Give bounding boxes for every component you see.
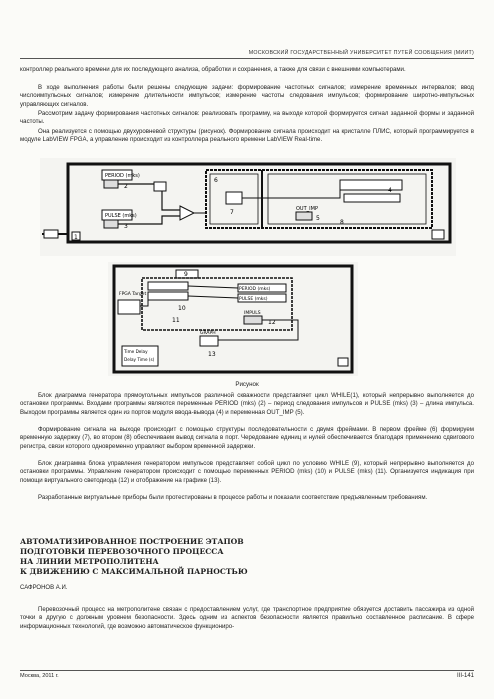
pulse-control-label: PULSE (mks): [105, 213, 137, 219]
description-paragraph-4: Разработанные виртуальные приборы были протестированы в процессе работы и показали соответствие предъявленным требованиям.: [38, 494, 428, 501]
article-title: [20, 537, 474, 577]
pulse-indicator-label: PULSE (mks): [239, 297, 268, 302]
intro-paragraph-1: контроллер реального времени для их последующего анализа, обработки и сохранения, а также для связи с внешними компьютерами.: [20, 66, 406, 73]
intro-paragraph-4: Она реализуется с помощью двухуровневой структуры (рисунок). Формирование сигнала происходит на кристалле ПЛИС, который программируется в модуле LabVIEW FPGA, а управление происходит из контроллера реального времени LabVIEW Real-time.: [20, 128, 474, 144]
label-8: 8: [340, 219, 344, 226]
article-title-line-3: НА ЛИНИИ МЕТРОПОЛИТЕНА: [20, 557, 159, 566]
article-author: САФРОНОВ А.И.: [20, 585, 68, 591]
description-paragraph-2: Формирование сигнала на выходе происходит с помощью структуры последовательности с двумя фреймами. В первом фрейме (6) формируем временную задержку (7), во втором (8) обеспечиваем вывод сигнала в порт. Чередование единиц и нулей обеспечивается благодаря применению сдвигового регистра, связи которого одновременно управляют выбором временной задержки.: [20, 426, 474, 450]
article-abstract: Перевозочный процесс на метрополитене связан с предоставлением услуг, где транспортное предприятие обязуется доставить пассажира из одной точки в другую с должным уровнем безопасности. Здесь одним из аспектов безопасности является правильно составленное расписание. В сфере информационных технологий, где возможно автоматическое функциониро-: [20, 606, 474, 630]
label-7: 7: [230, 209, 234, 216]
label-5: 5: [316, 215, 320, 222]
period-control-label: PERIOD (mks): [105, 173, 140, 179]
label-3: 3: [124, 223, 128, 230]
fpga-target-label: FPGA Target: [119, 292, 147, 297]
footer-rule: [20, 670, 474, 671]
article-title-line-4: К ДВИЖЕНИЮ С МАКСИМАЛЬНОЙ ПАРНОСТЬЮ: [20, 567, 248, 576]
period-indicator-label: PERIOD (mks): [239, 287, 271, 292]
label-10: 10: [178, 305, 186, 312]
fpga-block-diagram: [40, 158, 456, 256]
label-11: 11: [172, 317, 180, 324]
label-6: 6: [214, 177, 218, 184]
label-2: 2: [124, 183, 128, 190]
figure-caption: Рисунок: [235, 381, 259, 388]
intro-paragraph-3: Рассмотрим задачу формирования частотных сигналов: реализовать программу, на выходе которой формируется сигнал заданной формы и заданной частоты.: [20, 110, 474, 126]
control-block-diagram: [108, 262, 358, 376]
out-imp-label: OUT_IMP: [296, 206, 318, 212]
label-4: 4: [388, 187, 392, 194]
label-9: 9: [184, 271, 188, 278]
label-13: 13: [208, 351, 216, 358]
footer-place-year: Москва, 2011 г.: [20, 673, 59, 679]
intro-paragraph-2: В ходе выполнения работы были решены следующие задачи: формирование частотных сигналов; измерение временных интервалов; ввод числоимпульсных сигналов; измерение длительности импульсов; измерение частоты следования импульсов; формирование широтно-импульсных управляющих сигналов.: [20, 84, 474, 108]
header-rule: [20, 58, 474, 59]
description-paragraph-3: Блок диаграмма блока управления генератором импульсов представляет собой цикл по условию WHILE (9), который непрерывно выполняется до остановки программы. Управление генератором происходит с помощью переменных PERIOD (mks) (10) и PULSE (mks) (11). Организуется индикация при помощи виртуального светодиода (12) и отображение на графике (13).: [20, 460, 474, 484]
delay-time-label: Delay Time (s): [124, 357, 155, 362]
label-12: 12: [268, 319, 276, 326]
article-title-line-2: ПОДГОТОВКИ ПЕРЕВОЗОЧНОГО ПРОЦЕССА: [20, 547, 224, 556]
impulse-label: IMPULS: [244, 311, 261, 316]
time-delay-label: Time Delay: [124, 349, 148, 354]
graph-label: GRAPH: [200, 331, 216, 336]
label-1: 1: [74, 234, 78, 241]
description-paragraph-1: Блок диаграмма генератора прямоугольных импульсов различной скважности представляет цикл WHILE(1), который непрерывно выполняется до остановки программы. Входами программы являются переменные PERIOD (mks) (2) – период следования импульсов и PULSE (mks) (3) – длина импульса. Выходом программы является один из портов модуля ввода-вывода (4) и переменная OUT_IMP (5).: [20, 392, 474, 416]
article-title-line-1: АВТОМАТИЗИРОВАННОЕ ПОСТРОЕНИЕ ЭТАПОВ: [20, 537, 244, 546]
running-header: МОСКОВСКИЙ ГОСУДАРСТВЕННЫЙ УНИВЕРСИТЕТ ПУТЕЙ СООБЩЕНИЯ (МИИТ): [248, 50, 474, 56]
page-number: III-141: [456, 673, 474, 679]
